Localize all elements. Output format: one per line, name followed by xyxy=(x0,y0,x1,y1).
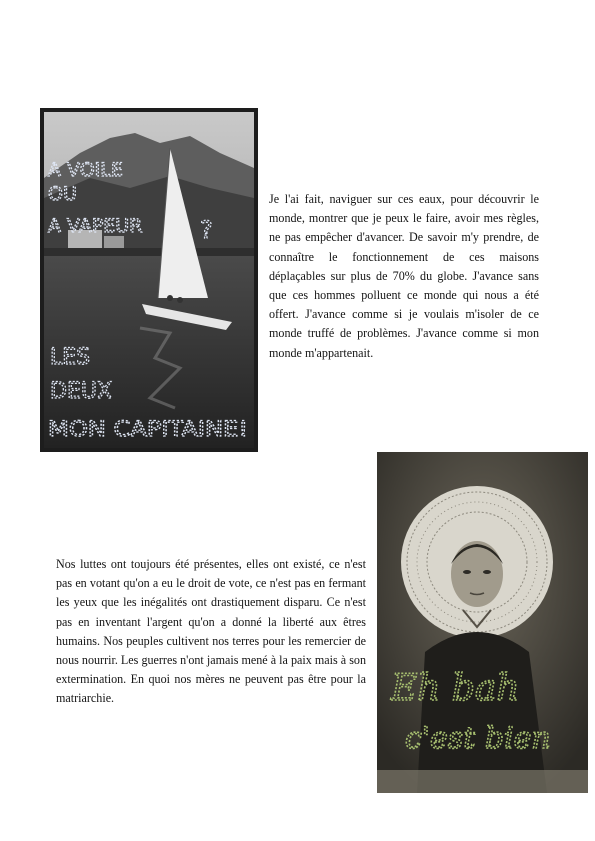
sailboat-photo xyxy=(40,108,258,452)
paragraph-first: Je l'ai fait, naviguer sur ces eaux, pour découvrir le monde, montrer que je peux le faire, avoir mes règles, ne pas empêcher d'avancer. De savoir m'y prendre, de connaître le fonctionnement de ces maisons déplaçables sur plus de 70% du globe. J'avance sans que ces hommes polluent ce monde qui nous a été offert. J'avance comme si je voulais m'isoler de ce monde truffé de problèmes. J'avance comme si mon monde m'appartenait. xyxy=(269,192,539,360)
embroidery-line: OU xyxy=(48,183,77,205)
embroidery-line: c'est bien xyxy=(405,721,551,756)
postcard-sailboat xyxy=(40,108,258,452)
embroidery-line: ? xyxy=(200,216,213,244)
embroidery-line: A VAPEUR xyxy=(48,215,143,237)
embroidery-line: LES xyxy=(50,345,91,370)
embroidery-line: A VOILE xyxy=(48,159,123,181)
portrait-photo xyxy=(377,452,588,793)
embroidery-line: Eh bah xyxy=(391,668,520,709)
embroidery-line: DEUX xyxy=(50,379,113,404)
postcard-portrait xyxy=(377,452,588,793)
paragraph-second: Nos luttes ont toujours été présentes, elles ont existé, ce n'est pas en votant qu'on a eu le droit de vote, ce n'est pas en fermant les yeux que les inégalités ont drastiquement disparu. Ce n'est pas en inventant l'argent qu'on a donné la liberté aux êtres humains. Nos peuples cultivent nos terres pour les remercier de nous nourrir. Les guerres n'ont jamais mené à la paix mais à son extermination. En quoi nos mères ne peuvent pas être pour la matriarchie. xyxy=(56,557,366,706)
embroidery-line: MON CAPITAINE! xyxy=(48,417,248,441)
